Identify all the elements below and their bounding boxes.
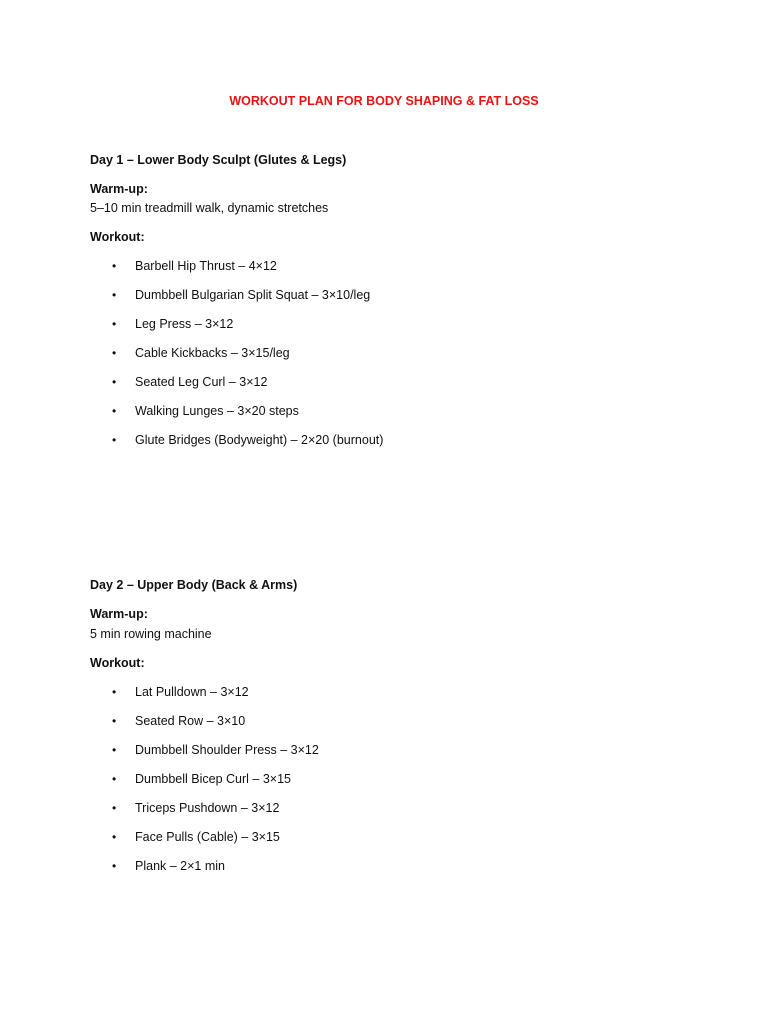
- bullet-icon: •: [112, 743, 117, 757]
- day-2-heading: Day 2 – Upper Body (Back & Arms): [90, 578, 298, 592]
- bullet-icon: •: [112, 317, 117, 331]
- exercise-text: Dumbbell Shoulder Press – 3×12: [135, 743, 319, 757]
- bullet-icon: •: [112, 801, 117, 815]
- bullet-icon: •: [112, 288, 117, 302]
- document-title: WORKOUT PLAN FOR BODY SHAPING & FAT LOSS: [229, 94, 539, 108]
- exercise-text: Face Pulls (Cable) – 3×15: [135, 830, 280, 844]
- exercise-text: Dumbbell Bicep Curl – 3×15: [135, 772, 291, 786]
- bullet-icon: •: [112, 772, 117, 786]
- bullet-icon: •: [112, 259, 117, 273]
- exercise-text: Walking Lunges – 3×20 steps: [135, 404, 299, 418]
- exercise-text: Cable Kickbacks – 3×15/leg: [135, 346, 290, 360]
- bullet-icon: •: [112, 714, 117, 728]
- exercise-text: Leg Press – 3×12: [135, 317, 234, 331]
- bullet-icon: •: [112, 346, 117, 360]
- exercise-text: Triceps Pushdown – 3×12: [135, 801, 280, 815]
- exercise-text: Seated Row – 3×10: [135, 714, 246, 728]
- exercise-text: Barbell Hip Thrust – 4×12: [135, 259, 277, 273]
- exercise-text: Glute Bridges (Bodyweight) – 2×20 (burnout): [135, 433, 384, 447]
- exercise-text: Lat Pulldown – 3×12: [135, 685, 249, 699]
- bullet-icon: •: [112, 404, 117, 418]
- bullet-icon: •: [112, 375, 117, 389]
- day-2-warmup-text: 5 min rowing machine: [90, 627, 212, 641]
- day-2-workout-label: Workout:: [90, 656, 145, 670]
- exercise-text: Seated Leg Curl – 3×12: [135, 375, 268, 389]
- exercise-text: Dumbbell Bulgarian Split Squat – 3×10/leg: [135, 288, 371, 302]
- bullet-icon: •: [112, 685, 117, 699]
- day-1-heading: Day 1 – Lower Body Sculpt (Glutes & Legs): [90, 153, 347, 167]
- day-1-warmup-text: 5–10 min treadmill walk, dynamic stretches: [90, 201, 329, 215]
- bullet-icon: •: [112, 859, 117, 873]
- bullet-icon: •: [112, 830, 117, 844]
- day-1-warmup-label: Warm-up:: [90, 182, 148, 196]
- exercise-text: Plank – 2×1 min: [135, 859, 225, 873]
- day-2-warmup-label: Warm-up:: [90, 607, 148, 621]
- day-1-workout-label: Workout:: [90, 230, 145, 244]
- bullet-icon: •: [112, 433, 117, 447]
